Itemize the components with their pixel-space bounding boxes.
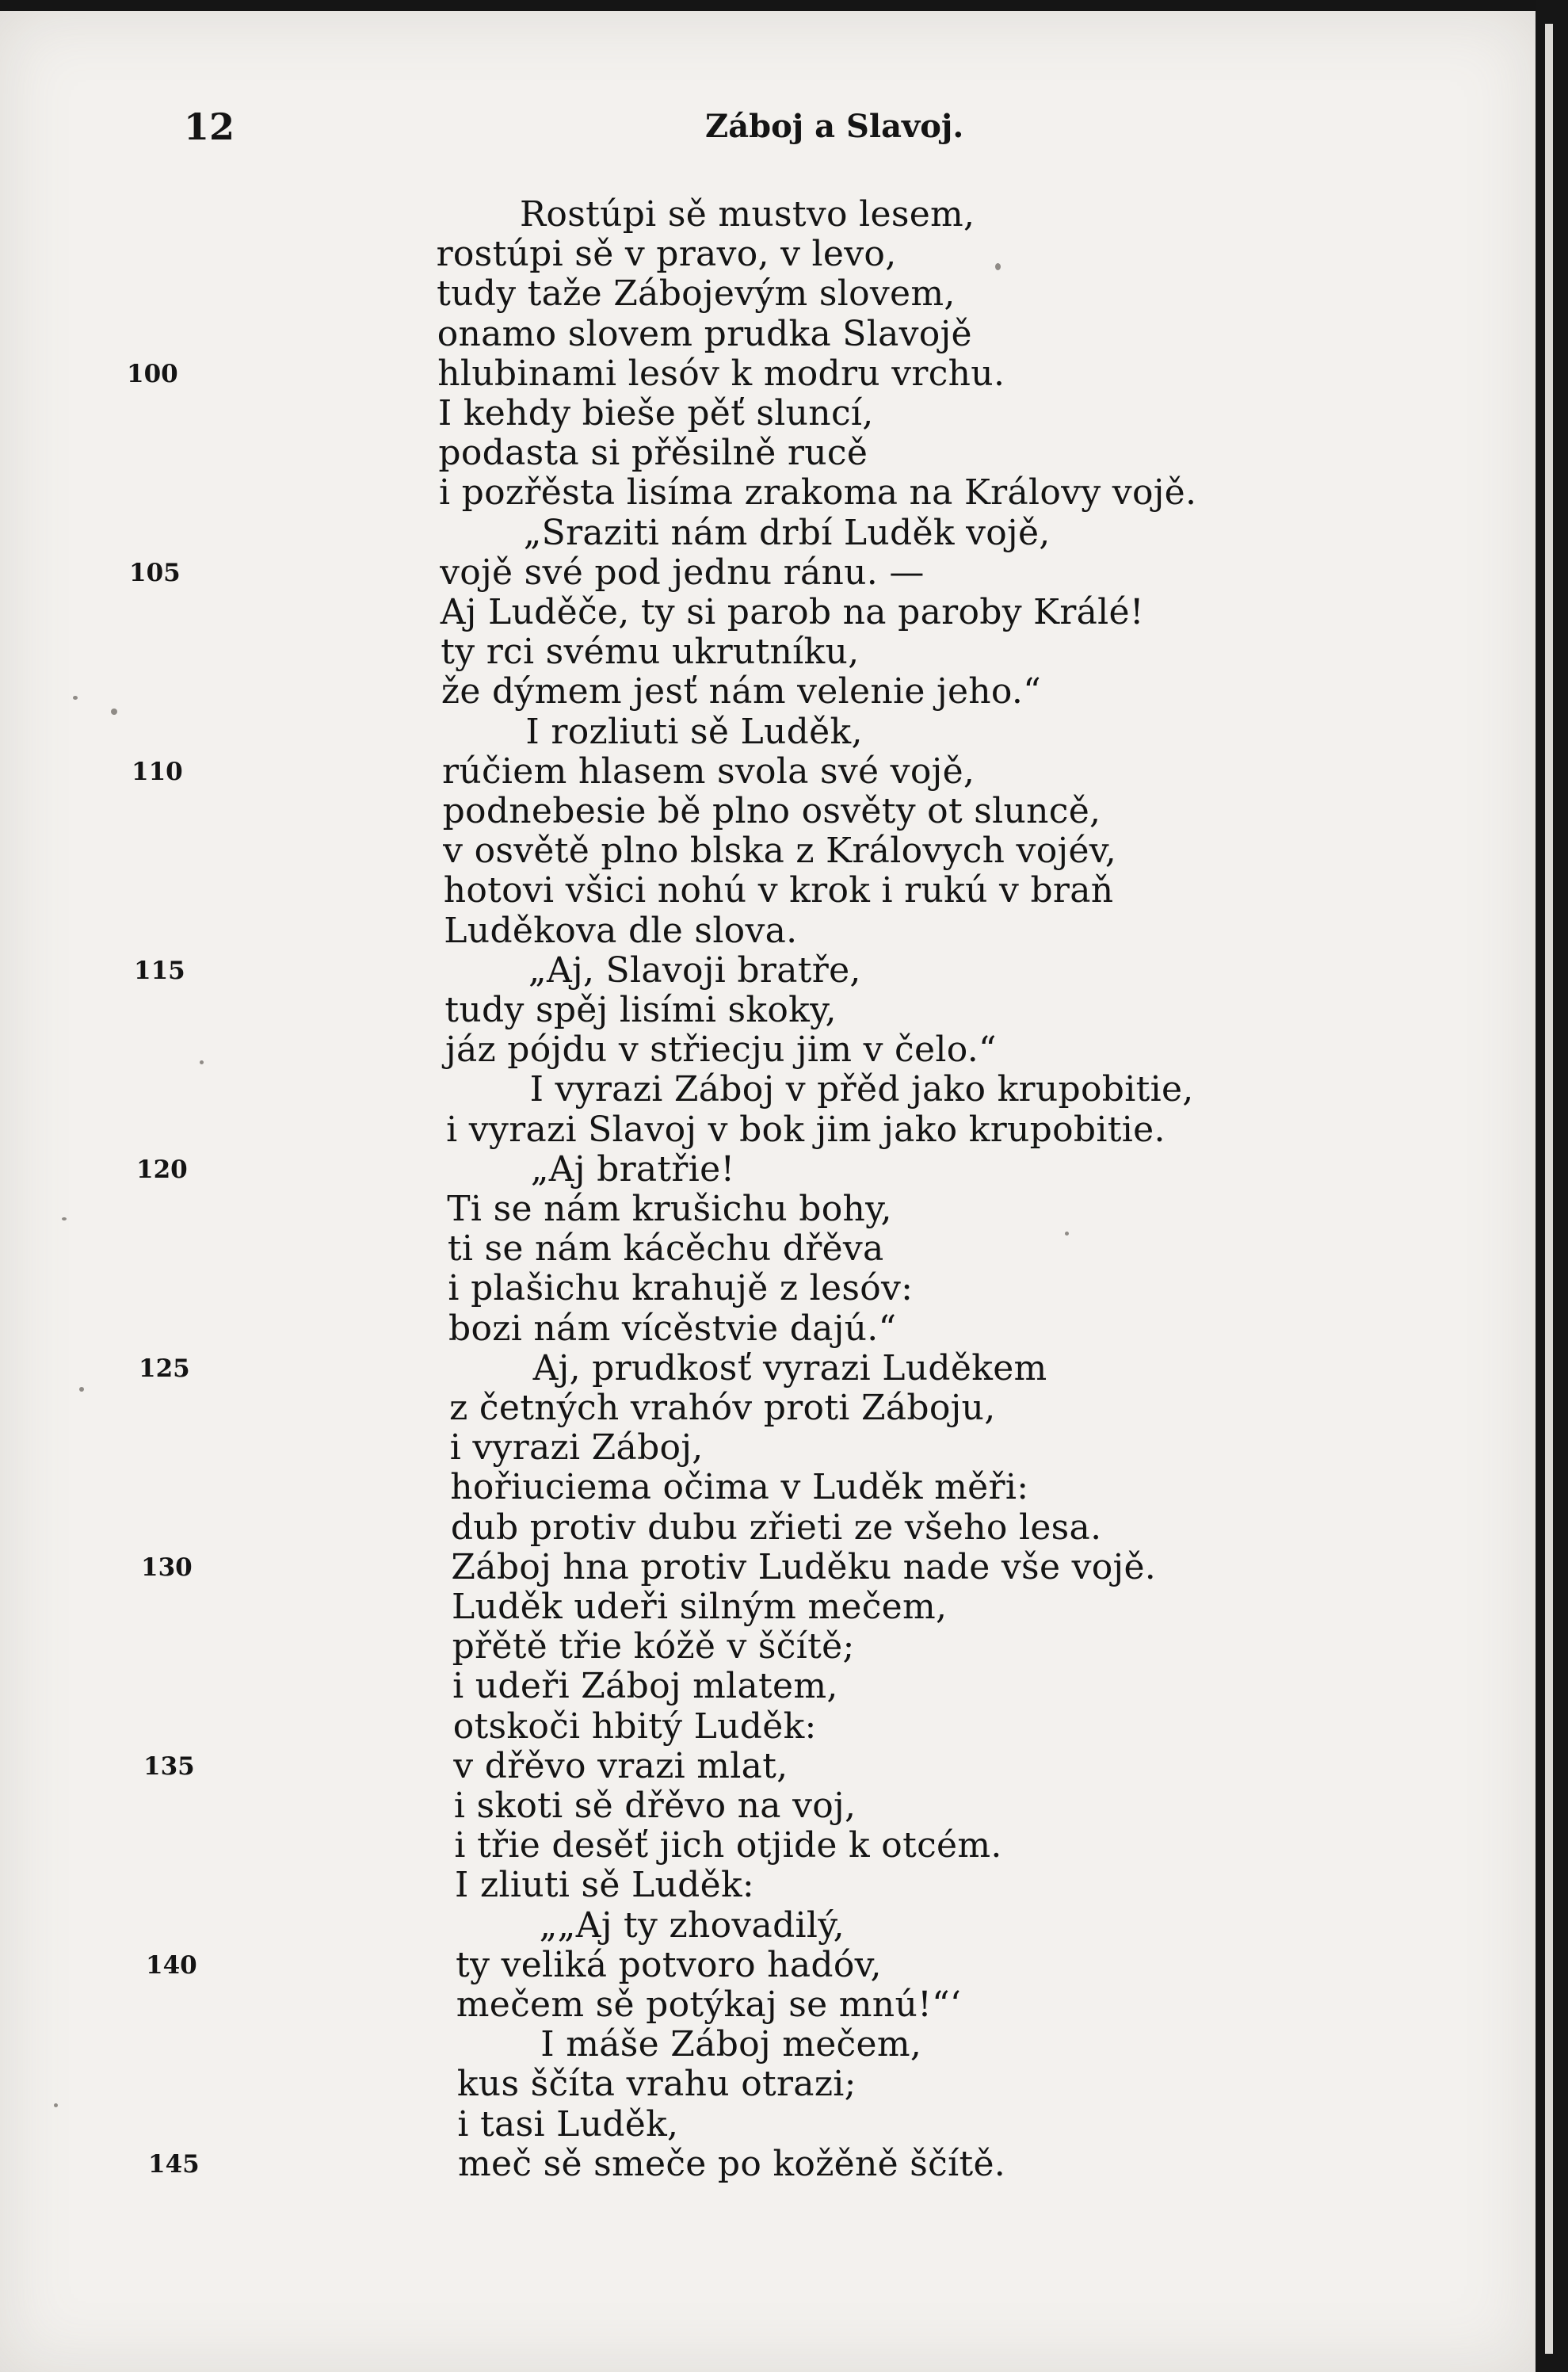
line-number: 100 [127, 359, 178, 388]
paper-speck [200, 1060, 204, 1064]
paper-speck [1065, 1232, 1069, 1236]
verse-line: i vyrazi Záboj, [449, 1427, 704, 1469]
verse-line: tudy taže Zábojevým slovem, [437, 273, 956, 315]
verse-line: hořiuciema očima v Luděk měři: [450, 1467, 1029, 1508]
verse-line: meč sě smeče po kožěně ščítě. [458, 2143, 1006, 2184]
verse-line: mečem sě potýkaj se mnú!“‘ [456, 1984, 962, 2025]
verse-line: I máše Záboj mečem, [540, 2024, 922, 2065]
paper-speck [995, 263, 1001, 270]
page-number: 12 [184, 105, 235, 148]
verse-line: rúčiem hlasem svola své vojě, [442, 751, 975, 792]
verse-line: ty veliká potvoro hadóv, [456, 1944, 882, 1985]
line-number: 140 [146, 1950, 197, 1980]
paper-speck [111, 709, 117, 715]
verse-line: i třie desěť jich otjide k otcém. [454, 1825, 1002, 1866]
line-number: 105 [129, 558, 181, 587]
verse-line: I rozliuti sě Luděk, [525, 711, 863, 752]
verse-line: jáz pójdu v střiecju jim v čelo.“ [445, 1029, 997, 1071]
verse-line: hotovi všici nohú v krok i rukú v braň [443, 870, 1114, 911]
verse-line: Luděk udeři silným mečem, [452, 1587, 948, 1627]
verse-line: přětě třie kóžě v ščítě; [452, 1626, 855, 1667]
paper-speck [79, 1387, 84, 1392]
verse-line: Ti se nám krušichu bohy, [447, 1189, 892, 1229]
verse-line: vojě své pod jednu ránu. — [440, 552, 925, 593]
verse-line: ti se nám kácěchu dřěva [447, 1228, 884, 1270]
verse-line: Aj Luděče, ty si parob na paroby Králé! [440, 592, 1144, 632]
line-number: 120 [136, 1155, 188, 1184]
line-number: 145 [148, 2149, 200, 2179]
line-number: 110 [132, 757, 183, 786]
verse-line: podnebesie bě plno osvěty ot sluncě, [442, 791, 1101, 831]
line-number: 135 [143, 1751, 195, 1781]
verse-line: že dýmem jesť nám velenie jeho.“ [441, 671, 1042, 712]
verse-line: Luděkova dle slova. [444, 910, 798, 951]
verse-line: tudy spěj lisími skoky, [444, 990, 837, 1030]
verse-line: onamo slovem prudka Slavojě [437, 313, 972, 354]
verse-line: Aj, prudkosť vyrazi Luděkem [532, 1347, 1047, 1388]
verse-line: „Sraziti nám drbí Luděk vojě, [523, 512, 1051, 553]
verse-line: hlubinami lesóv k modru vrchu. [437, 353, 1005, 394]
paper-speck [54, 2103, 58, 2107]
verse-line: I zliuti sě Luděk: [455, 1865, 755, 1906]
verse-line: i vyrazi Slavoj v bok jim jako krupobitie. [446, 1109, 1166, 1150]
book-page [0, 11, 1536, 2372]
verse-line: „Aj bratřie! [530, 1148, 735, 1190]
verse-line: i udeři Záboj mlatem, [452, 1666, 838, 1707]
verse-line: i tasi Luděk, [457, 2103, 679, 2145]
verse-line: podasta si přěsilně rucě [438, 433, 868, 474]
verse-line: „Aj, Slavoji bratře, [528, 949, 861, 991]
paper-speck [73, 696, 78, 700]
verse-line: rostúpi sě v pravo, v levo, [436, 234, 897, 275]
line-number: 125 [139, 1354, 190, 1383]
paper-speck [62, 1217, 67, 1220]
verse-line: Záboj hna protiv Luděku nade vše vojě. [451, 1546, 1157, 1587]
running-title: Záboj a Slavoj. [705, 108, 964, 145]
verse-line: Rostúpi sě mustvo lesem, [520, 194, 975, 235]
verse-line: I kehdy bieše pěť sluncí, [437, 393, 874, 434]
verse-line: v osvětě plno blska z Královych vojév, [443, 831, 1117, 872]
verse-line: bozi nám vícěstvie dajú.“ [448, 1308, 897, 1349]
verse-line: i skoti sě dřěvo na voj, [453, 1786, 856, 1826]
verse-line: I vyrazi Záboj v přěd jako krupobitie, [529, 1069, 1194, 1110]
verse-line: kus ščíta vrahu otrazi; [456, 2064, 856, 2105]
verse-line: i pozřěsta lisíma zrakoma na Královy vojě. [439, 472, 1197, 514]
verse-line: z četných vrahóv proti Záboju, [449, 1388, 996, 1428]
line-number: 115 [134, 956, 185, 985]
verse-line: dub protiv dubu zřieti ze všeho lesa. [450, 1507, 1102, 1548]
verse-line: v dřěvo vrazi mlat, [453, 1745, 788, 1786]
verse-line: ty rci svému ukrutníku, [441, 632, 860, 673]
verse-line: „„Aj ty zhovadilý, [539, 1904, 845, 1946]
line-number: 130 [141, 1553, 193, 1582]
facing-page-edge [1545, 24, 1553, 2354]
verse-line: i plašichu krahujě z lesóv: [448, 1268, 914, 1309]
verse-line: otskoči hbitý Luděk: [452, 1705, 817, 1747]
